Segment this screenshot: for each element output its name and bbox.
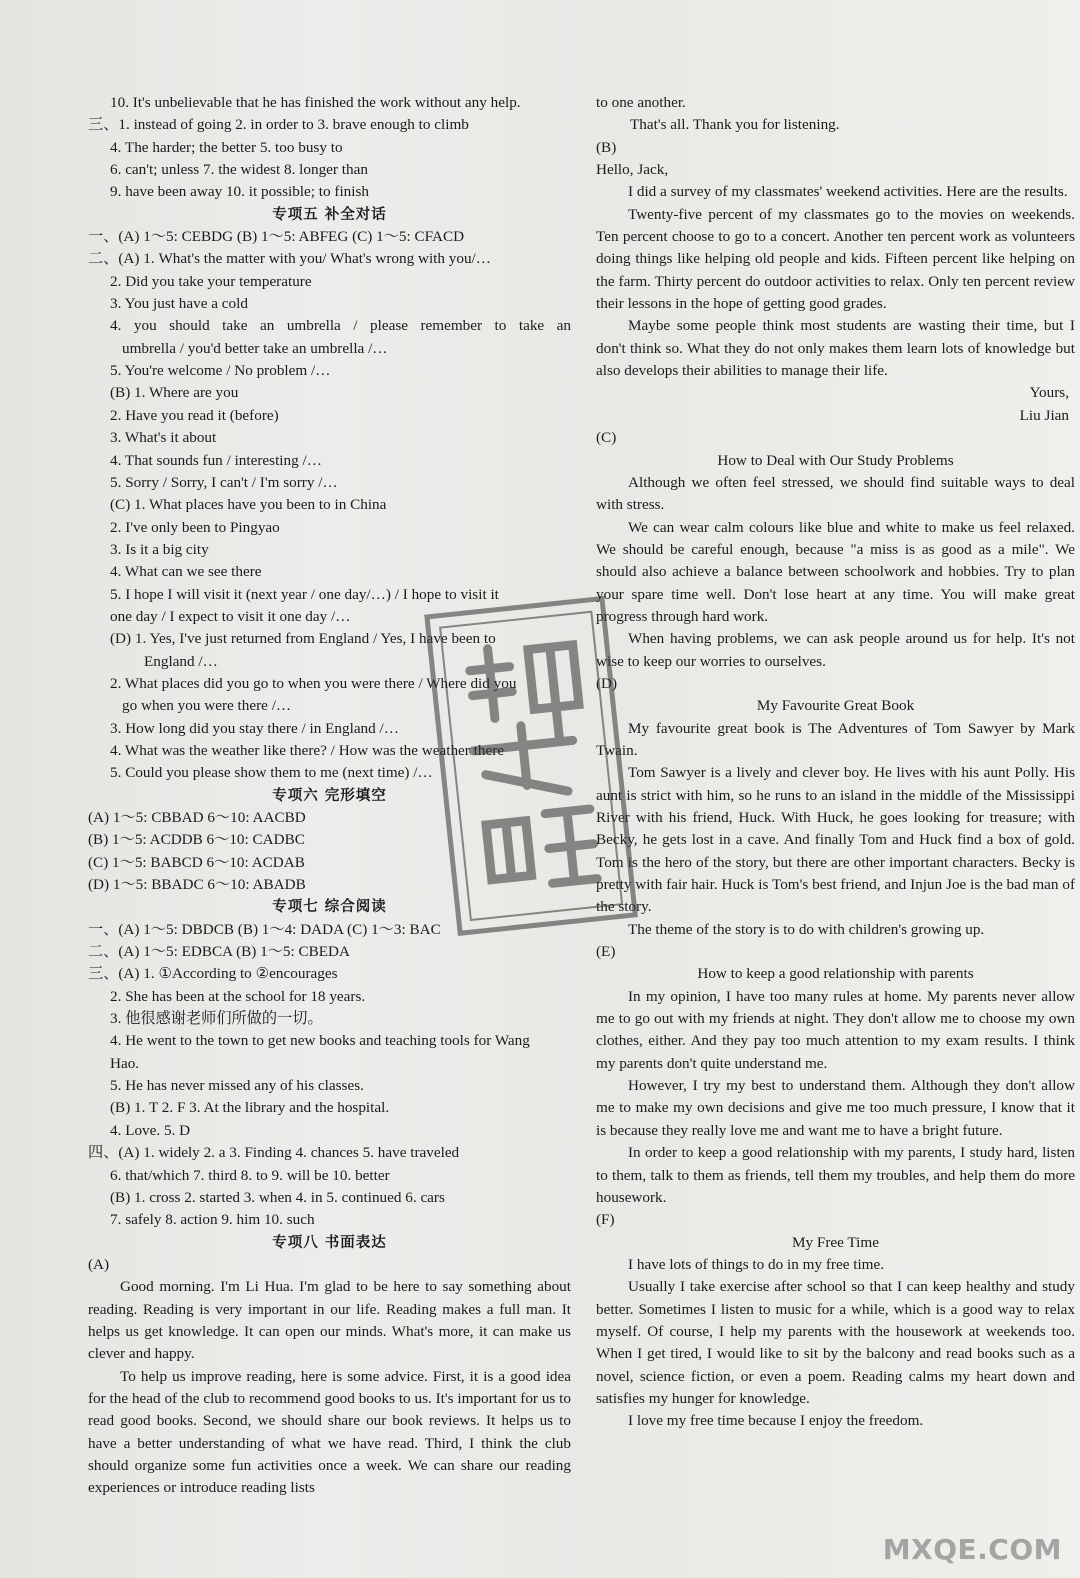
right-column <box>596 92 1075 1433</box>
answer-line: 3. You just have a cold <box>110 295 248 313</box>
essay-paragraph: I did a survey of my classmates' weekend activities. Here are the results. <box>628 183 1068 201</box>
essay-paragraph: Maybe some people think most students are wasting their time, but I don't think so. What they do not only makes them learn lots of knowledge but also develops their abilities to manage their life. <box>596 317 1075 380</box>
answer-line: 2. What places did you go to when you were there / Where did you <box>110 674 517 692</box>
answer-line: (A) 1～5: CBBAD 6～10: AACBD <box>88 809 306 826</box>
answer-line: 一、(A) 1～5: CEBDG (B) 1～5: ABFEG (C) 1～5: CFACD <box>88 228 465 246</box>
answer-line: 4. What can we see there <box>110 563 262 581</box>
essay-paragraph: I have lots of things to do in my free time. <box>628 1255 885 1273</box>
answer-line: 4. He went to the town to get new books and teaching tools for Wang <box>110 1032 530 1050</box>
answer-line: 4. That sounds fun / interesting /… <box>110 451 322 469</box>
answer-line: 一、(A) 1～5: DBDCB (B) 1～4: DADA (C) 1～3: BAC <box>88 920 441 938</box>
answer-line: 3. Is it a big city <box>110 540 209 558</box>
answer-line: 4. The harder; the better 5. too busy to <box>110 138 343 156</box>
essay-line: Liu Jian <box>1019 406 1069 424</box>
answer-line: 6. that/which 7. third 8. to 9. will be 10. better <box>110 1166 390 1184</box>
answer-line: 5. Sorry / Sorry, I can't / I'm sorry /… <box>110 473 338 491</box>
essay-title: My Favourite Great Book <box>756 697 915 715</box>
answer-line: 四、(A) 1. widely 2. a 3. Finding 4. chances 5. have traveled <box>88 1144 460 1162</box>
answer-line: 5. He has never missed any of his classes. <box>110 1077 364 1095</box>
answer-line: 2. Did you take your temperature <box>110 272 312 290</box>
section-heading: 专项八 书面表达 <box>272 1234 387 1251</box>
essay-line: That's all. Thank you for listening. <box>630 116 840 134</box>
answer-line: England /… <box>144 652 218 670</box>
answer-line: (C) 1～5: BABCD 6～10: ACDAB <box>88 853 305 871</box>
answer-line: 二、(A) 1～5: EDBCA (B) 1～5: CBEDA <box>88 943 350 961</box>
answer-line: 5. Could you please show them to me (next time) /… <box>110 764 433 782</box>
section-heading: 专项五 补全对话 <box>272 206 387 223</box>
answer-line: 2. She has been at the school for 18 years. <box>110 987 366 1005</box>
answer-line: (B) 1～5: ACDDB 6～10: CADBC <box>88 831 305 849</box>
answer-line: 二、(A) 1. What's the matter with you/ What's wrong with you/… <box>88 250 491 268</box>
essay-paragraph: We can wear calm colours like blue and white to make us feel relaxed. We should be careful enough, because "a miss is as good as a mile". We should also achieve a balance between schoolwork and hobbies. Try to plan your spare time well. Don't lose heart at any time. You will make great progress through hard work. <box>596 518 1075 625</box>
answer-line: 7. safely 8. action 9. him 10. such <box>110 1211 315 1229</box>
section-heading: 专项七 综合阅读 <box>272 899 387 916</box>
essay-title: How to Deal with Our Study Problems <box>717 451 954 469</box>
answer-line: 5. I hope I will visit it (next year / one day/…) / I hope to visit it <box>110 585 499 603</box>
answer-line: 10. It's unbelievable that he has finished the work without any help. <box>110 94 521 111</box>
essay-line: (C) <box>596 429 617 447</box>
essay-paragraph: When having problems, we can ask people around us for help. It's not wise to keep our worries to ourselves. <box>596 630 1075 670</box>
answer-line: 3. What's it about <box>110 429 217 447</box>
site-watermark <box>882 1500 1072 1572</box>
essay-line: (D) <box>596 674 618 692</box>
answer-line: 9. have been away 10. it possible; to finish <box>110 183 369 201</box>
essay-paragraph: In my opinion, I have too many rules at home. My parents never allow me to go out with my friends at night. They don't allow me to choose my own clothes, either. And they pay too much attention to my exam results. I think my parents don't quite understand me. <box>596 987 1075 1072</box>
answer-line: 4. Love. 5. D <box>110 1121 191 1139</box>
essay-line: (F) <box>596 1211 615 1229</box>
answer-line: 6. can't; unless 7. the widest 8. longer than <box>110 161 368 179</box>
essay-line: (B) <box>596 138 617 156</box>
answer-line: (D) 1～5: BBADC 6～10: ABADB <box>88 876 306 894</box>
essay-line: Yours, <box>1029 384 1069 402</box>
essay-paragraph: Although we often feel stressed, we should find suitable ways to deal with stress. <box>596 473 1075 514</box>
answer-line: 三、1. instead of going 2. in order to 3. brave enough to climb <box>88 116 469 134</box>
answer-line: 4. What was the weather like there? / How was the weather there <box>110 741 505 759</box>
section-heading: 专项六 完形填空 <box>272 787 387 804</box>
essay-paragraph: Usually I take exercise after school so that I can keep healthy and study better. Sometimes I listen to music for a while, which is a good way to relax myself. Of course, I help my parents with the housework at weekends too. When I get tired, I would like to sit by the balcony and read books such as a novel, science fiction, or even a poem. Reading calms my heart down and satisfies my hunger for knowledge. <box>596 1278 1075 1407</box>
answer-line: 4. you should take an umbrella / please remember to take an <box>110 317 571 335</box>
answer-line: one day / I expect to visit it one day /… <box>110 607 351 625</box>
answer-line: 3. 他很感谢老师们所做的一切。 <box>110 1010 323 1028</box>
answer-line: (D) 1. Yes, I've just returned from England / Yes, I have been to <box>110 630 496 648</box>
watermark-text: MXQE.COM <box>882 1533 1062 1566</box>
answer-line: (C) 1. What places have you been to in China <box>110 496 387 514</box>
answer-line: 5. You're welcome / No problem /… <box>110 362 331 380</box>
essay-paragraph: To help us improve reading, here is some advice. First, it is a good idea for the head of the club to recommend good books to us. It's important for us to read good books. Second, we should share our book reviews. It helps us to have a better understanding of what we have read. Third, I think the club should organize some fun activities once a week. We can share our reading experiences or introduce reading lists <box>88 1367 571 1497</box>
essay-paragraph: My favourite great book is The Adventures of Tom Sawyer by Mark Twain. <box>596 719 1075 759</box>
essay-paragraph: However, I try my best to understand them. Although they don't allow me to make my own decisions and give me too much pressure, I know that it is because they really love me and want me to have a bright future. <box>596 1077 1075 1139</box>
answer-line: 3. How long did you stay there / in England /… <box>110 719 399 737</box>
answer-line: (A) <box>88 1255 110 1273</box>
answer-line: Hao. <box>110 1054 140 1072</box>
essay-paragraph: Twenty-five percent of my classmates go to the movies on weekends. Ten percent choose to go to a concert. Another ten percent work as volunteers doing things like helping old people and kids. Fifteen percent like helping on the farm. Thirty percent do outdoor activities to relax. Only ten percent review their lessons in the hope of getting good grades. <box>596 205 1075 313</box>
essay-title: My Free Time <box>792 1233 879 1251</box>
essay-paragraph: Good morning. I'm Li Hua. I'm glad to be here to say something about reading. Reading is very important in our life. Reading makes a full man. It helps us get knowledge. It can open our minds. What's more, it can make us clever and happy. <box>88 1278 571 1363</box>
essay-line: (E) <box>596 943 616 961</box>
stamp-seal <box>408 585 652 945</box>
essay-paragraph: The theme of the story is to do with children's growing up. <box>628 920 985 938</box>
answer-line: umbrella / you'd better take an umbrella /… <box>122 339 388 357</box>
essay-paragraph: I love my free time because I enjoy the freedom. <box>628 1412 924 1430</box>
essay-line: to one another. <box>596 94 686 111</box>
answer-line: go when you were there /… <box>122 697 292 715</box>
essay-title: How to keep a good relationship with parents <box>697 965 974 983</box>
answer-line: 2. Have you read it (before) <box>110 406 279 424</box>
essay-line: Hello, Jack, <box>596 161 669 179</box>
answer-line: 2. I've only been to Pingyao <box>110 518 280 536</box>
answer-line: (B) 1. cross 2. started 3. when 4. in 5. continued 6. cars <box>110 1188 445 1206</box>
answer-line: (B) 1. T 2. F 3. At the library and the hospital. <box>110 1099 390 1117</box>
answer-line: (B) 1. Where are you <box>110 384 239 402</box>
answer-line: 三、(A) 1. ①According to ②encourages <box>88 965 338 983</box>
essay-paragraph: In order to keep a good relationship with my parents, I study hard, listen to them, talk to them as friends, tell them my troubles, and help them do more housework. <box>596 1144 1075 1206</box>
essay-paragraph: Tom Sawyer is a lively and clever boy. He lives with his aunt Polly. His aunt is strict with him, so he runs to an island in the middle of the Mississippi River with his friend, Huck. With Huck, he goes looking for treasure; with Becky, he gets lost in a cave. And finally Tom and Huck find a box of gold. Tom is the hero of the story, but there are other important characters. Becky is pretty with fair hair. Huck is Tom's best friend, and Injun Joe is the bad man of the story. <box>596 764 1075 916</box>
